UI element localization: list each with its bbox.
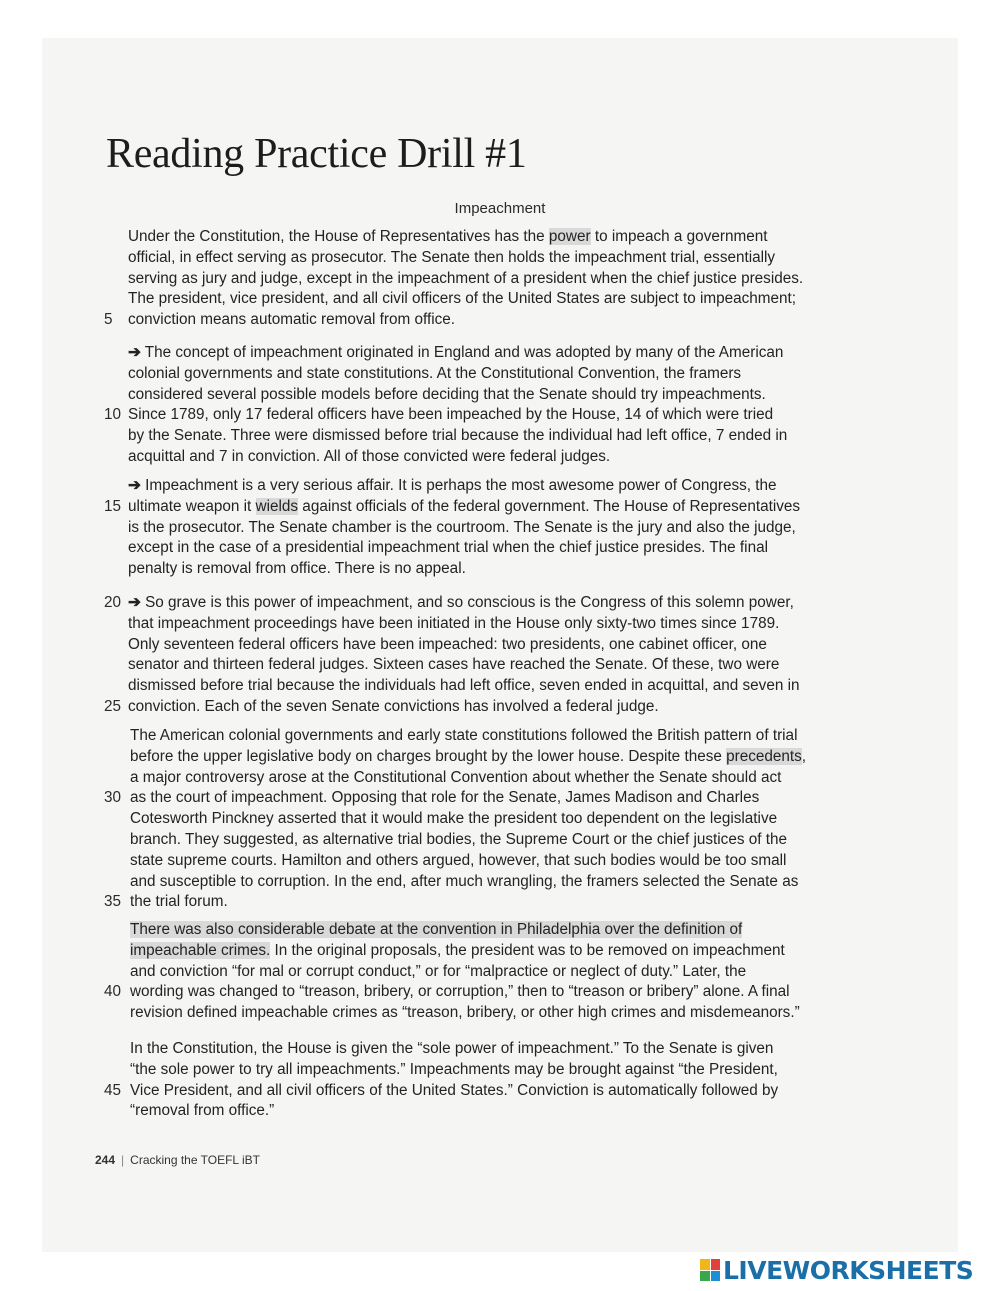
text-segment: to impeach a government xyxy=(590,228,768,245)
text-segment: branch. They suggested, as alternative trial bodies, the Supreme Court or the chief justices of the xyxy=(130,831,787,848)
highlighted-word: There was also considerable debate at the convention in Philadelphia over the definition of xyxy=(130,921,743,938)
line-text xyxy=(130,981,790,1002)
brand-name: LIVEWORKSHEETS xyxy=(723,1255,974,1285)
line-text xyxy=(130,808,777,829)
text-segment: Only seventeen federal officers have been impeached: two presidents, one cabinet officer, one xyxy=(128,635,767,653)
line-text xyxy=(128,288,796,309)
text-segment: dismissed before trial because the individuals had left office, seven ended in acquittal, and seven in xyxy=(128,677,800,695)
text-segment: the trial forum. xyxy=(130,893,228,911)
line-text xyxy=(130,1059,778,1080)
text-segment: that impeachment proceedings have been initiated in the House only sixty-two times since 1789. xyxy=(128,614,780,632)
line-text xyxy=(128,696,659,717)
text-line xyxy=(0,496,1000,517)
line-text xyxy=(128,475,777,496)
text-line xyxy=(0,675,1000,696)
text-line xyxy=(0,634,1000,655)
text-segment: against officials of the federal government. The House of Representatives xyxy=(298,497,801,515)
text-line xyxy=(0,537,1000,558)
arrow-icon: ➔ xyxy=(128,344,141,361)
text-line xyxy=(0,247,1000,268)
line-number: 25 xyxy=(104,698,122,715)
line-text xyxy=(130,829,787,850)
text-segment: In the Constitution, the House is given the “sole power of impeachment.” To the Senate is given xyxy=(130,1040,774,1057)
text-segment: The president, vice president, and all civil officers of the United States are subject to impeachment; xyxy=(128,290,797,308)
footer-separator: | xyxy=(121,1153,125,1167)
line-text xyxy=(128,537,768,558)
line-text xyxy=(130,891,228,912)
text-segment: , xyxy=(801,747,807,765)
line-text xyxy=(130,1002,800,1023)
text-segment: wording was changed to “treason, bribery, or corruption,” then to “treason or bribery” alone. A final xyxy=(130,983,790,1001)
liveworksheets-logo[interactable] xyxy=(700,1255,973,1285)
text-segment: revision defined impeachable crimes as “treason, bribery, or other high crimes and misdemeanors.” xyxy=(130,1004,800,1022)
text-line xyxy=(0,1080,1000,1101)
line-text xyxy=(128,654,779,675)
text-segment: So grave is this power of impeachment, and so conscious is the Congress of this solemn power, xyxy=(140,594,794,611)
line-text xyxy=(130,850,786,871)
text-segment: “the sole power to try all impeachments.” Impeachments may be brought against “the President, xyxy=(130,1060,778,1078)
line-text xyxy=(128,342,783,363)
line-text xyxy=(130,767,781,788)
line-number: 10 xyxy=(104,406,122,424)
page-number: 244 xyxy=(95,1153,116,1167)
text-line xyxy=(0,725,1000,746)
text-line xyxy=(0,558,1000,579)
line-text xyxy=(130,871,798,892)
text-line xyxy=(0,446,1000,467)
text-segment: The concept of impeachment originated in England and was adopted by many of the American xyxy=(140,344,784,361)
text-line xyxy=(0,226,1000,247)
line-number: 5 xyxy=(104,311,113,329)
line-number: 45 xyxy=(104,1081,122,1099)
text-line xyxy=(0,919,1000,940)
highlighted-word: impeachable crimes. xyxy=(130,941,271,959)
text-line xyxy=(0,871,1000,892)
text-line xyxy=(0,940,1000,961)
text-line xyxy=(0,654,1000,675)
text-segment: a major controversy arose at the Constitutional Convention about whether the Senate should act xyxy=(130,768,782,786)
highlighted-word: power xyxy=(548,228,591,245)
text-segment: state supreme courts. Hamilton and others argued, however, that such bodies would be too small xyxy=(130,851,787,869)
text-segment: Vice President, and all civil officers of the United States.” Conviction is automatically followed by xyxy=(130,1081,779,1099)
text-line xyxy=(0,268,1000,289)
line-text xyxy=(130,940,785,961)
text-line xyxy=(0,363,1000,384)
line-text xyxy=(128,404,773,425)
line-text xyxy=(128,309,455,330)
text-segment: colonial governments and state constitutions. At the Constitutional Convention, the framers xyxy=(128,364,742,382)
text-line xyxy=(0,829,1000,850)
line-text xyxy=(130,787,759,808)
text-line xyxy=(0,981,1000,1002)
text-segment: official, in effect serving as prosecutor. The Senate then holds the impeachment trial, essentially xyxy=(128,248,776,266)
text-line xyxy=(0,891,1000,912)
text-segment: acquittal and 7 in conviction. All of those convicted were federal judges. xyxy=(128,448,611,465)
text-line xyxy=(0,1059,1000,1080)
text-line xyxy=(0,592,1000,613)
line-text xyxy=(128,558,466,579)
text-line xyxy=(0,404,1000,425)
text-segment: Under the Constitution, the House of Representatives has the xyxy=(128,228,549,245)
text-segment: penalty is removal from office. There is no appeal. xyxy=(128,560,466,578)
text-segment: Cotesworth Pinckney asserted that it would make the president too dependent on the legislative xyxy=(130,810,778,828)
text-segment: considered several possible models before deciding that the Senate should try impeachments. xyxy=(128,385,766,403)
text-line xyxy=(0,787,1000,808)
line-number: 40 xyxy=(104,983,122,1001)
text-segment: Since 1789, only 17 federal officers have been impeached by the House, 14 of which were tried xyxy=(128,406,774,424)
text-segment: conviction. Each of the seven Senate convictions has involved a federal judge. xyxy=(128,698,659,715)
line-text xyxy=(130,746,806,767)
text-segment: before the upper legislative body on charges brought by the lower house. Despite these xyxy=(130,747,727,765)
passage-title: Impeachment xyxy=(454,200,546,217)
line-text xyxy=(128,496,800,517)
line-text xyxy=(128,675,800,696)
line-text xyxy=(130,1080,778,1101)
line-text xyxy=(128,446,610,467)
text-line xyxy=(0,1038,1000,1059)
text-segment: conviction means automatic removal from office. xyxy=(128,311,456,329)
text-segment: In the original proposals, the president was to be removed on impeachment xyxy=(270,941,785,959)
liveworksheets-icon xyxy=(700,1259,720,1281)
text-segment: except in the case of a presidential impeachment trial when the chief justice presides. The final xyxy=(128,539,768,557)
text-line xyxy=(0,613,1000,634)
text-line xyxy=(0,425,1000,446)
line-text xyxy=(128,363,741,384)
line-text xyxy=(128,247,775,268)
line-number: 30 xyxy=(104,789,122,807)
text-line xyxy=(0,309,1000,330)
book-title: Cracking the TOEFL iBT xyxy=(130,1153,260,1167)
line-text xyxy=(128,592,794,613)
text-segment: as the court of impeachment. Opposing that role for the Senate, James Madison and Charles xyxy=(130,789,760,807)
text-line xyxy=(0,1002,1000,1023)
text-segment: and conviction “for mal or corrupt conduct,” or for “malpractice or neglect of duty.” Later, the xyxy=(130,962,747,980)
page-title: Reading Practice Drill #1 xyxy=(106,131,527,177)
line-text xyxy=(128,634,767,655)
text-line xyxy=(0,1100,1000,1121)
highlighted-word: wields xyxy=(255,497,299,515)
line-text xyxy=(128,226,767,247)
line-number: 35 xyxy=(104,893,122,911)
text-segment: senator and thirteen federal judges. Sixteen cases have reached the Senate. Of these, two were xyxy=(128,656,780,674)
line-text xyxy=(130,1100,274,1121)
text-line xyxy=(0,850,1000,871)
line-number: 20 xyxy=(104,594,122,611)
line-number: 15 xyxy=(104,497,122,515)
line-text xyxy=(130,919,742,940)
page-footer xyxy=(95,1153,260,1167)
text-line xyxy=(0,767,1000,788)
text-segment: by the Senate. Three were dismissed before trial because the individual had left office, 7 ended in xyxy=(128,427,788,445)
text-line xyxy=(0,384,1000,405)
text-segment: Impeachment is a very serious affair. It is perhaps the most awesome power of Congress, the xyxy=(140,477,777,494)
line-text xyxy=(130,725,797,746)
text-segment: “removal from office.” xyxy=(130,1102,275,1120)
arrow-icon: ➔ xyxy=(128,477,141,494)
text-segment: The American colonial governments and early state constitutions followed the British pattern of trial xyxy=(130,727,798,744)
text-line xyxy=(0,696,1000,717)
text-line xyxy=(0,475,1000,496)
text-segment: is the prosecutor. The Senate chamber is the courtroom. The Senate is the jury and also the judge, xyxy=(128,518,796,536)
text-line xyxy=(0,746,1000,767)
text-segment: and susceptible to corruption. In the end, after much wrangling, the framers selected the Senate as xyxy=(130,872,799,890)
line-text xyxy=(130,961,746,982)
text-line xyxy=(0,517,1000,538)
line-text xyxy=(128,384,766,405)
line-text xyxy=(128,268,803,289)
text-line xyxy=(0,961,1000,982)
line-text xyxy=(128,425,787,446)
line-text xyxy=(130,1038,773,1059)
text-line xyxy=(0,342,1000,363)
line-text xyxy=(128,517,796,538)
text-segment: serving as jury and judge, except in the impeachment of a president when the chief justice presides. xyxy=(128,269,804,287)
text-line xyxy=(0,808,1000,829)
text-segment: ultimate weapon it xyxy=(128,497,256,515)
arrow-icon: ➔ xyxy=(128,594,141,611)
highlighted-word: precedents xyxy=(726,747,802,765)
text-line xyxy=(0,288,1000,309)
line-text xyxy=(128,613,779,634)
